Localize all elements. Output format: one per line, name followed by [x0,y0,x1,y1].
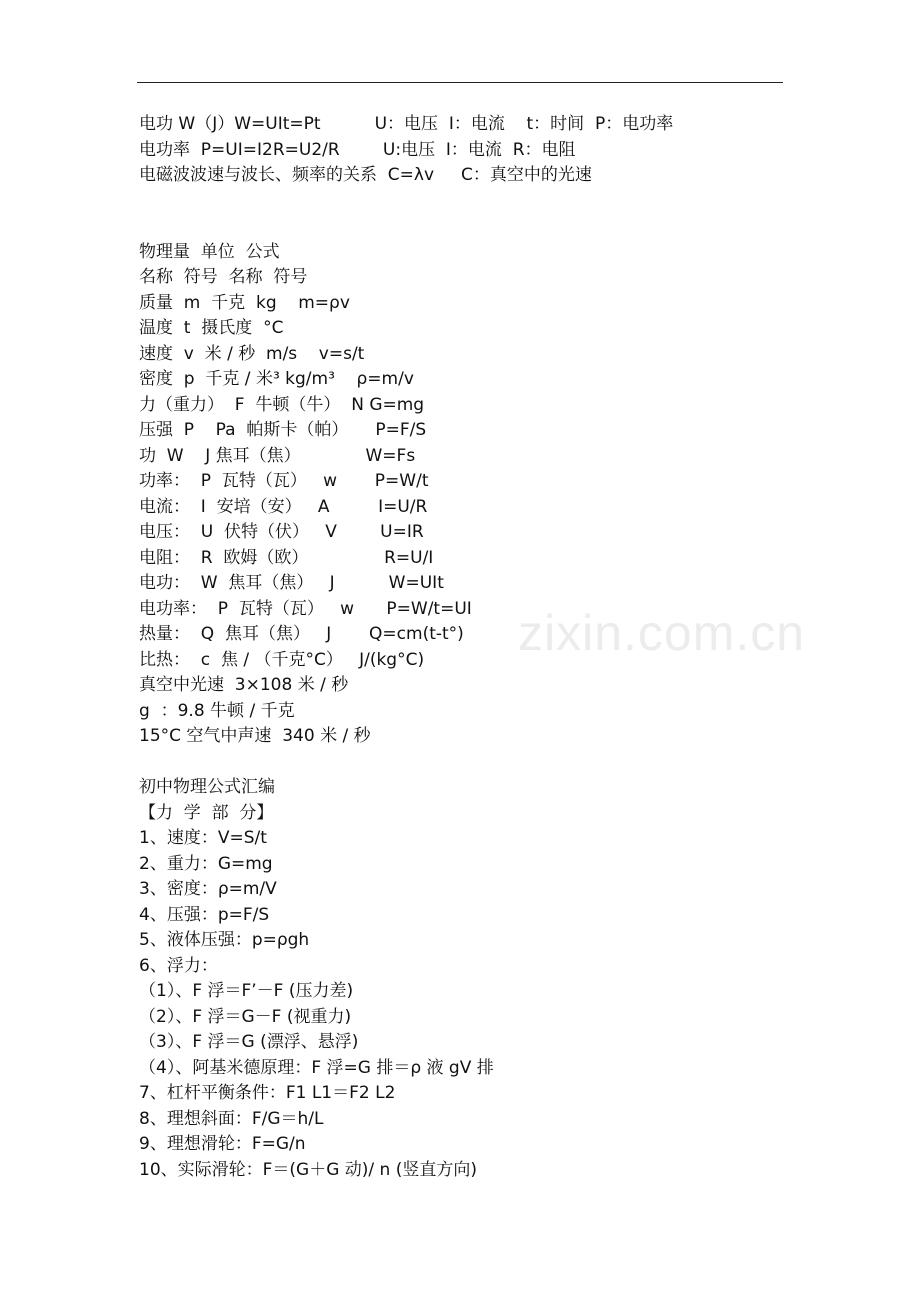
text-line: 比热： c 焦 / （千克°C） J/(kg°C) [139,649,425,670]
text-line: 真空中光速 3×108 米 / 秒 [139,675,349,695]
text-line: 电功率： P 瓦特（瓦） w P=W/t=UI [139,598,472,619]
spacer [139,189,899,240]
electric-formulas-block [139,112,899,189]
text-line: 8、理想斜面：F/G＝h/L [139,1108,324,1129]
spacer [139,750,899,776]
text-line: （4）、阿基米德原理：F 浮=G 排＝ρ 液 gV 排 [139,1057,494,1078]
text-line: 4、压强：p=F/S [139,904,270,925]
document-body [139,112,899,1183]
text-line: 10、实际滑轮：F＝(G＋G 动)/ n (竖直方向) [139,1159,477,1180]
text-line: 1、速度：V=S/t [139,828,267,848]
text-line: g ：9.8 牛顿 / 千克 [139,700,295,721]
text-line: （2）、F 浮＝G－F (视重力) [139,1006,352,1027]
text-line: 功 W J 焦耳（焦） W=Fs [139,445,416,466]
text-line: 名称 符号 名称 符号 [139,267,308,287]
text-line: 热量： Q 焦耳（焦） J Q=cm(t-t°) [139,624,464,644]
text-line: 3、密度：ρ=m/V [139,879,277,899]
text-line: 功率： P 瓦特（瓦） w P=W/t [139,471,429,491]
text-line: 电功率 P=UI=I2R=U2/R U:电压 I：电流 R：电阻 [139,139,576,160]
text-line: 物理量 单位 公式 [139,241,280,262]
text-line: 电功： W 焦耳（焦） J W=UIt [139,573,444,593]
text-line: 压强 P Pa 帕斯卡（帕） P=F/S [139,420,427,440]
text-line: 电磁波波速与波长、频率的关系 C=λv C：真空中的光速 [139,165,592,185]
text-line: 速度 v 米 / 秒 m/s v=s/t [139,343,365,364]
text-line: 力（重力） F 牛顿（牛） N G=mg [139,394,425,415]
text-line: （3）、F 浮＝G (漂浮、悬浮) [139,1032,359,1052]
header-rule [137,82,783,83]
units-table-block [139,240,899,750]
mechanics-formulas-block [139,775,899,1183]
text-line: 温度 t 摄氏度 °C [139,318,284,338]
text-line: （1）、F 浮＝F’－F (压力差) [139,981,354,1001]
text-line: 质量 m 千克 kg m=ρv [139,292,350,313]
text-line: 2、重力：G=mg [139,853,273,874]
text-line: 7、杠杆平衡条件：F1 L1＝F2 L2 [139,1083,396,1103]
section-heading: 【力 学 部 分】 [139,802,274,823]
text-line: 电阻： R 欧姆（欧） R=U/I [139,547,434,568]
text-line: 15°C 空气中声速 340 米 / 秒 [139,726,371,746]
text-line: 电压： U 伏特（伏） V U=IR [139,522,424,542]
text-line: 密度 p 千克 / 米³ kg/m³ ρ=m/v [139,369,414,389]
text-line: 5、液体压强：p=ρgh [139,930,310,950]
text-line: 电功 W（J）W=UIt=Pt U：电压 I：电流 t：时间 P：电功率 [139,114,674,134]
text-line: 电流： I 安培（安） A I=U/R [139,496,428,517]
text-line: 6、浮力： [139,955,218,976]
section-title: 初中物理公式汇编 [139,777,275,797]
text-line: 9、理想滑轮：F=G/n [139,1134,306,1154]
watermark: zixin.com.cn [518,605,806,661]
